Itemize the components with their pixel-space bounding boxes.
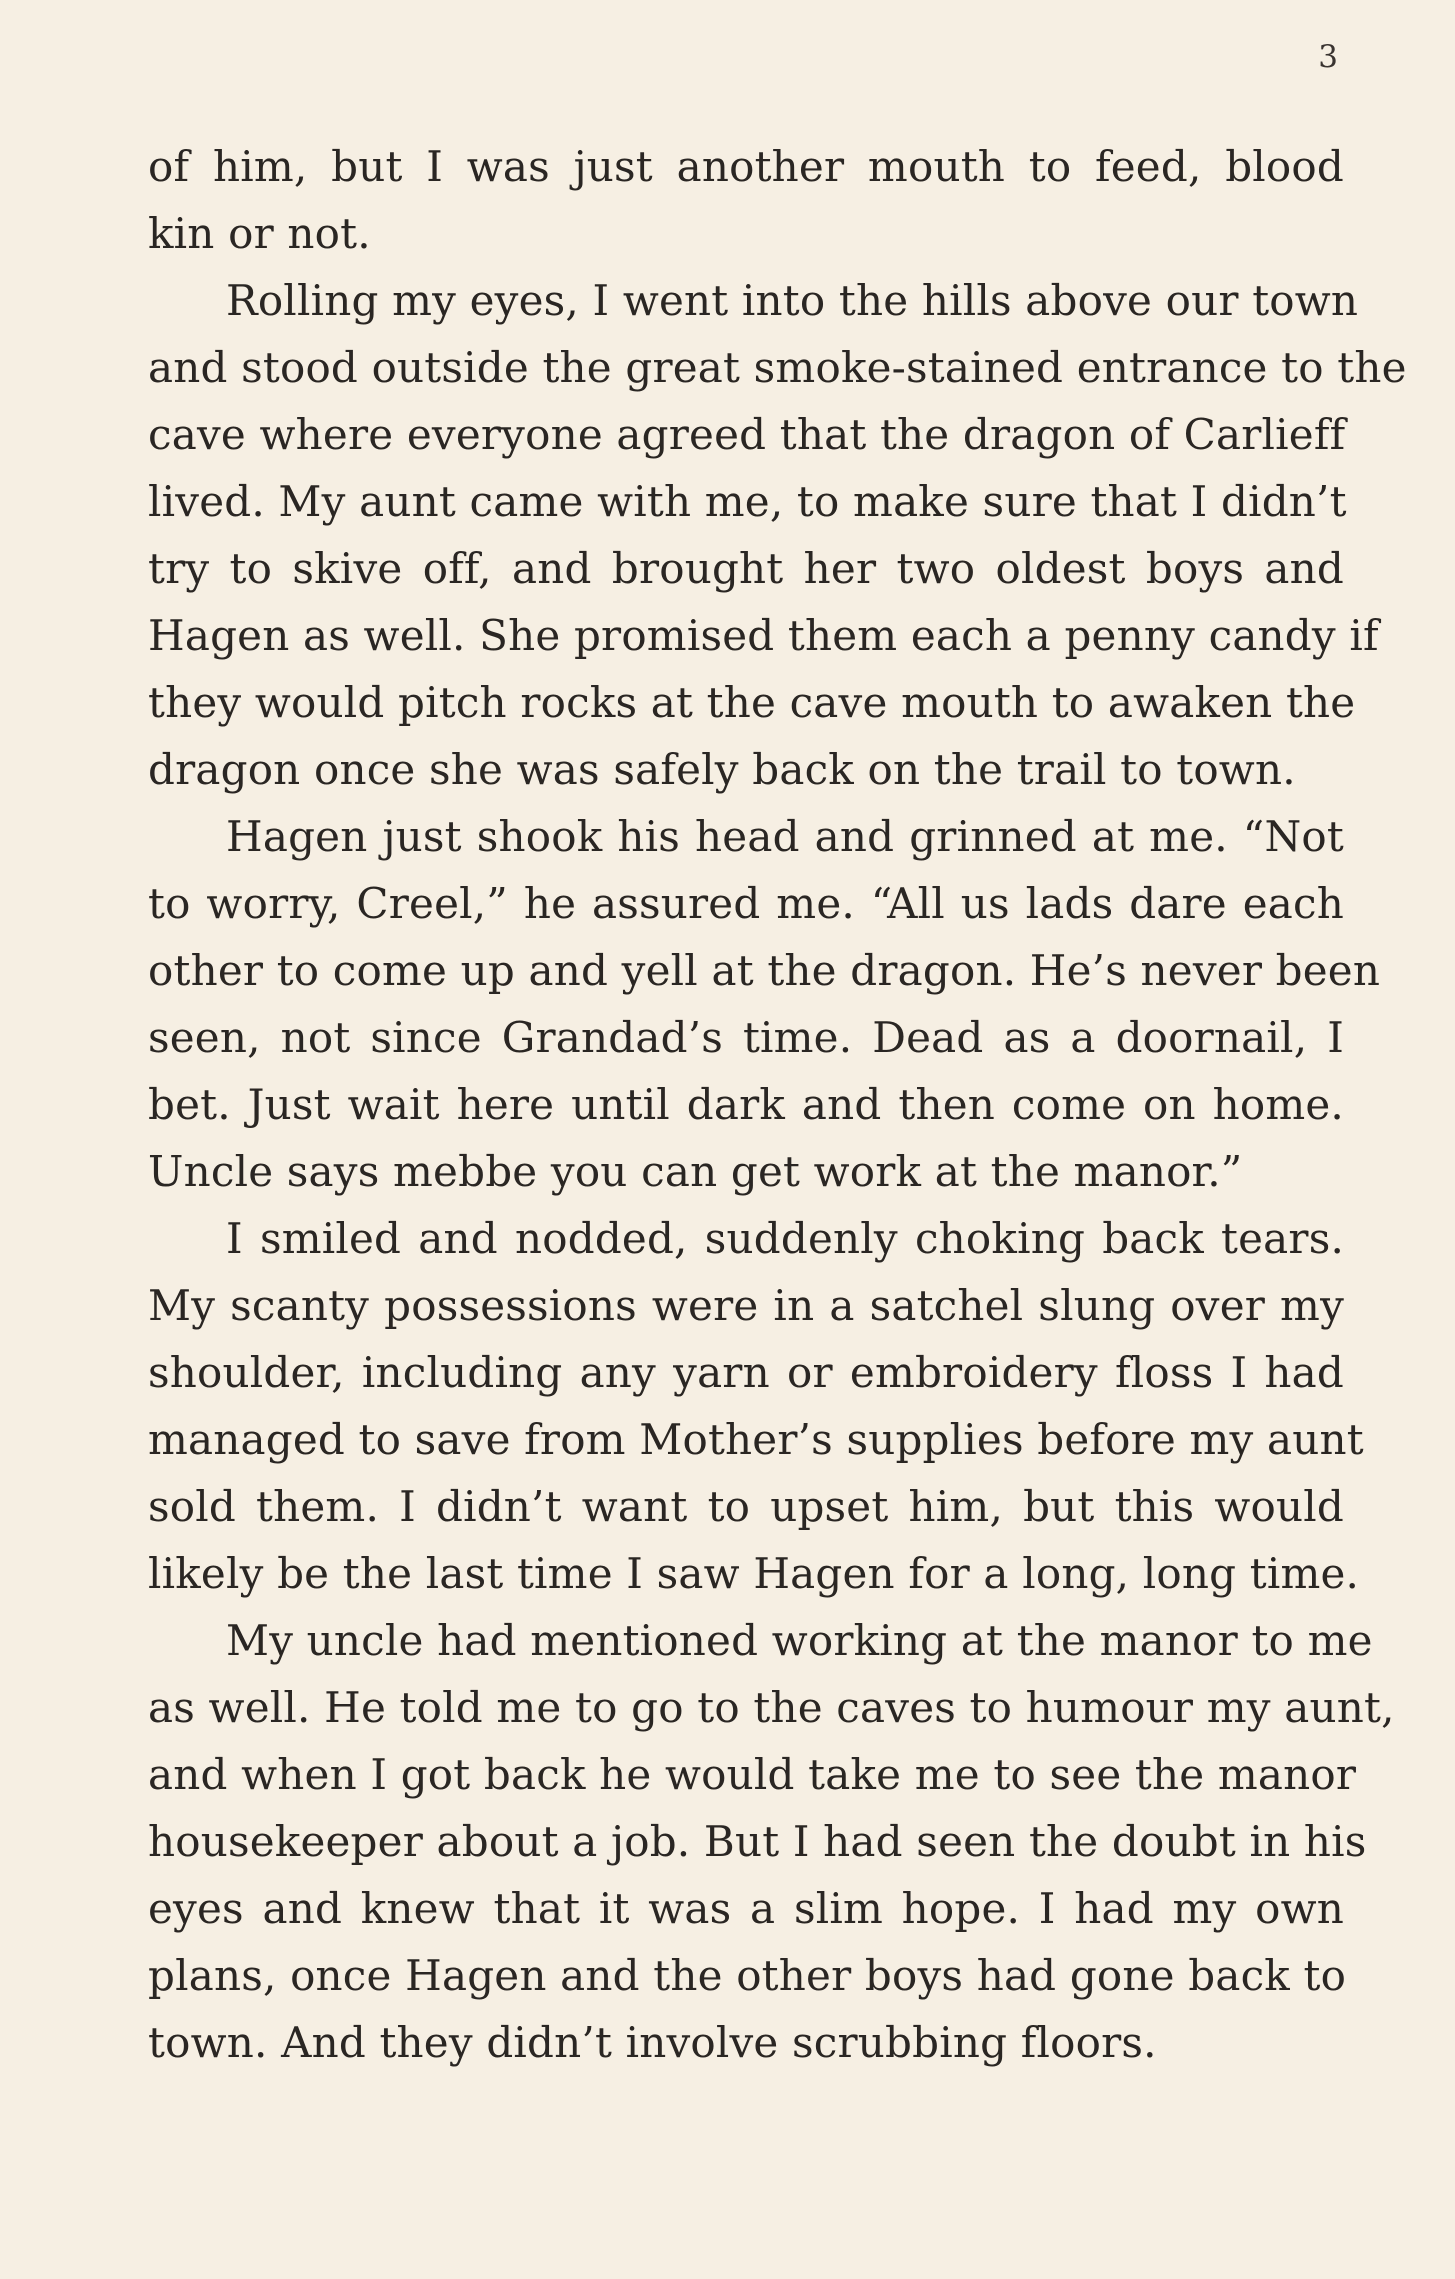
text-line: plans, once Hagen and the other boys had gone back to bbox=[148, 1951, 1347, 2000]
text-line: My scanty possessions were in a satchel slung over my bbox=[148, 1281, 1344, 1330]
text-line: managed to save from Mother’s supplies before my aunt bbox=[148, 1415, 1364, 1464]
text-line: town. And they didn’t involve scrubbing floors. bbox=[148, 2018, 1157, 2067]
text-line: I smiled and nodded, suddenly choking back tears. bbox=[226, 1214, 1344, 1263]
paragraph bbox=[148, 803, 1381, 1205]
page-number: 3 bbox=[1318, 39, 1338, 75]
paragraph bbox=[148, 133, 1344, 267]
text-line: likely be the last time I saw Hagen for a long, long time. bbox=[148, 1549, 1360, 1598]
text-line: Rolling my eyes, I went into the hills above our town bbox=[226, 276, 1359, 325]
text-line: of him, but I was just another mouth to feed, blood bbox=[148, 142, 1344, 191]
text-line: bet. Just wait here until dark and then come on home. bbox=[148, 1080, 1344, 1129]
body-text bbox=[148, 133, 1407, 2076]
text-line: housekeeper about a job. But I had seen the doubt in his bbox=[148, 1817, 1367, 1866]
paragraph bbox=[148, 1205, 1364, 1607]
text-line: they would pitch rocks at the cave mouth to awaken the bbox=[148, 678, 1356, 727]
text-line: seen, not since Grandad’s time. Dead as a doornail, I bbox=[148, 1013, 1344, 1062]
text-line: to worry, Creel,” he assured me. “All us lads dare each bbox=[148, 879, 1344, 928]
text-line: try to skive off, and brought her two oldest boys and bbox=[148, 544, 1344, 593]
text-line: kin or not. bbox=[148, 209, 371, 258]
text-line: Hagen just shook his head and grinned at me. “Not bbox=[226, 812, 1344, 861]
paragraph bbox=[148, 267, 1407, 803]
text-line: lived. My aunt came with me, to make sure that I didn’t bbox=[148, 477, 1347, 526]
text-line: shoulder, including any yarn or embroidery floss I had bbox=[148, 1348, 1344, 1397]
text-line: Uncle says mebbe you can get work at the manor.” bbox=[148, 1147, 1243, 1196]
text-line: and stood outside the great smoke-stained entrance to the bbox=[148, 343, 1407, 392]
text-line: eyes and knew that it was a slim hope. I had my own bbox=[148, 1884, 1344, 1933]
text-line: as well. He told me to go to the caves to humour my aunt, bbox=[148, 1683, 1395, 1732]
text-line: sold them. I didn’t want to upset him, but this would bbox=[148, 1482, 1344, 1531]
text-line: other to come up and yell at the dragon. He’s never been bbox=[148, 946, 1381, 995]
text-line: cave where everyone agreed that the dragon of Carlieff bbox=[148, 410, 1346, 459]
text-line: My uncle had mentioned working at the manor to me bbox=[226, 1616, 1373, 1665]
text-line: dragon once she was safely back on the trail to town. bbox=[148, 745, 1296, 794]
paragraph bbox=[148, 1607, 1395, 2076]
text-line: Hagen as well. She promised them each a penny candy if bbox=[148, 611, 1379, 660]
text-line: and when I got back he would take me to see the manor bbox=[148, 1750, 1357, 1799]
